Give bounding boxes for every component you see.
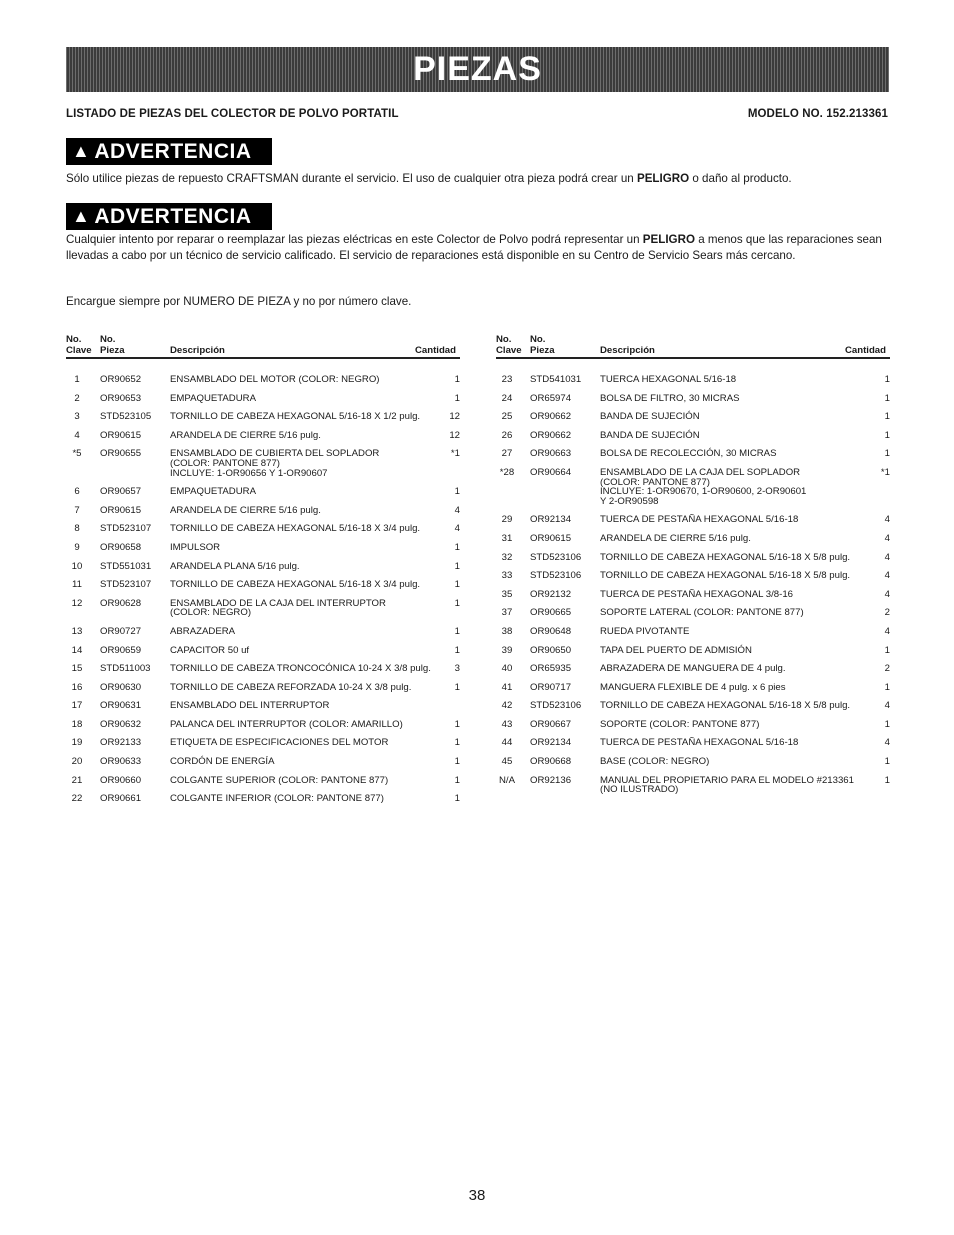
parts-list-title: LISTADO DE PIEZAS DEL COLECTOR DE POLVO PORTATIL	[66, 108, 399, 120]
part-number: STD523106	[530, 700, 582, 712]
description-line: ARANDELA DE CIERRE 5/16 pulg.	[170, 429, 321, 441]
quantity: 1	[884, 392, 890, 404]
table-body	[496, 375, 890, 795]
quantity: 1	[884, 774, 890, 786]
table-row	[66, 487, 460, 497]
description-line: ENSAMBLADO DE CUBIERTA DEL SOPLADOR	[170, 448, 380, 460]
key-number: 25	[501, 411, 513, 423]
warning-text-1	[66, 171, 892, 187]
description-line: BANDA DE SUJECIÓN	[600, 429, 700, 441]
part-number: STD551031	[100, 560, 152, 572]
table-row	[66, 562, 460, 572]
description-line: TORNILLO DE CABEZA HEXAGONAL 5/16-18 X 3/4 pulg.	[170, 579, 421, 591]
key-number: 33	[501, 570, 513, 582]
description	[156, 627, 436, 637]
description-line: IMPULSOR	[170, 541, 221, 553]
description	[586, 431, 876, 441]
table-row	[66, 738, 460, 748]
description	[586, 412, 876, 422]
table-row	[496, 412, 890, 422]
table-row	[66, 776, 460, 786]
key-number: 44	[501, 737, 513, 749]
table-row	[496, 590, 890, 600]
quantity: 4	[454, 523, 460, 535]
description-line: INCLUYE: 1-OR90670, 1-OR90600, 2-OR90601	[600, 486, 807, 498]
key-number: 18	[71, 718, 83, 730]
description-line: (COLOR: PANTONE 877)	[170, 457, 280, 469]
part-number: OR90631	[100, 700, 142, 712]
key-number: 13	[71, 625, 83, 637]
table-row	[66, 664, 460, 674]
description-line: COLGANTE INFERIOR (COLOR: PANTONE 877)	[170, 793, 384, 805]
quantity: 4	[884, 551, 890, 563]
description	[586, 664, 876, 674]
key-number: 39	[501, 644, 513, 656]
table-row	[66, 506, 460, 516]
key-number: 29	[501, 514, 513, 526]
quantity: 2	[884, 607, 890, 619]
description-line: TORNILLO DE CABEZA REFORZADA 10-24 X 3/8 pulg.	[170, 681, 412, 693]
quantity: 12	[449, 411, 460, 423]
description-line: ENSAMBLADO DE LA CAJA DEL SOPLADOR	[600, 466, 801, 478]
description	[156, 776, 436, 786]
description-line: RUEDA PIVOTANTE	[600, 625, 690, 637]
description	[156, 524, 436, 534]
quantity: 1	[884, 644, 890, 656]
part-number: OR90652	[100, 374, 142, 385]
description	[586, 720, 876, 730]
table-row	[496, 608, 890, 618]
key-number: 2	[74, 392, 80, 404]
description-line: SOPORTE LATERAL (COLOR: PANTONE 877)	[600, 607, 804, 619]
part-number: OR90648	[530, 625, 572, 637]
key-number: 15	[71, 663, 83, 675]
warning-text-post: o daño al producto.	[689, 172, 792, 185]
quantity: 1	[884, 374, 890, 385]
table-row	[66, 375, 460, 385]
quantity: 3	[454, 663, 460, 675]
description-line: TAPA DEL PUERTO DE ADMISIÓN	[600, 644, 752, 656]
part-number: OR90665	[530, 607, 572, 619]
quantity: 1	[454, 625, 460, 637]
table-row	[496, 431, 890, 441]
quantity: 4	[884, 570, 890, 582]
key-number: 7	[74, 504, 80, 516]
part-number: OR90661	[100, 793, 142, 805]
table-row	[66, 431, 460, 441]
table-row	[66, 449, 460, 478]
key-number: 12	[71, 597, 83, 609]
description	[156, 562, 436, 572]
table-header	[66, 335, 460, 359]
key-number: 41	[501, 681, 513, 693]
warning-text-post: a menos que las reparaciones sean llevadas a cabo por un técnico de servicio calificado. El servicio de reparaciones está disponible en su Centro de Servicio Sears más cercano.	[66, 233, 882, 262]
key-number: 4	[74, 429, 80, 441]
key-number: 24	[501, 392, 513, 404]
table-row	[496, 571, 890, 581]
warning-label-1	[66, 138, 272, 165]
description-line: ARANDELA DE CIERRE 5/16 pulg.	[170, 504, 321, 516]
key-number: 6	[74, 486, 80, 498]
description	[586, 553, 876, 563]
description-line: BOLSA DE FILTRO, 30 MICRAS	[600, 392, 740, 404]
part-number: OR90662	[530, 429, 572, 441]
key-number: 37	[501, 607, 513, 619]
description-line: BASE (COLOR: NEGRO)	[600, 756, 710, 768]
table-row	[66, 757, 460, 767]
part-number: OR90630	[100, 681, 142, 693]
part-number: OR90615	[530, 532, 572, 544]
description	[156, 738, 436, 748]
description-line: INCLUYE: 1-OR90656 Y 1-OR90607	[170, 467, 328, 479]
quantity: 12	[449, 429, 460, 441]
description-line: ENSAMBLADO DE LA CAJA DEL INTERRUPTOR	[170, 597, 386, 609]
quantity: 1	[454, 486, 460, 498]
part-number: OR90659	[100, 644, 142, 656]
part-number: OR90663	[530, 448, 572, 460]
description	[156, 683, 436, 693]
description-line: CORDÓN DE ENERGÍA	[170, 756, 275, 768]
part-number: OR90660	[100, 774, 142, 786]
description	[156, 506, 436, 516]
key-number: 35	[501, 588, 513, 600]
description	[156, 394, 436, 404]
table-row	[496, 468, 890, 506]
table-row	[496, 627, 890, 637]
key-number: 32	[501, 551, 513, 563]
description	[156, 599, 436, 618]
key-column-header: No. Clave	[66, 334, 92, 356]
key-number: 42	[501, 700, 513, 712]
key-number: 21	[71, 774, 83, 786]
key-number: 9	[74, 541, 80, 553]
quantity: 4	[884, 588, 890, 600]
key-number: 20	[71, 756, 83, 768]
quantity: 4	[884, 700, 890, 712]
danger-word: PELIGRO	[636, 172, 690, 185]
table-row	[496, 553, 890, 563]
description-line: COLGANTE SUPERIOR (COLOR: PANTONE 877)	[170, 774, 389, 786]
part-number: OR90653	[100, 392, 142, 404]
table-row	[66, 646, 460, 656]
part-number: STD523106	[530, 570, 582, 582]
part-number: OR90664	[530, 466, 572, 478]
part-number: OR90657	[100, 486, 142, 498]
description-line: TUERCA DE PESTAÑA HEXAGONAL 5/16-18	[600, 737, 799, 749]
description	[156, 543, 436, 553]
table-row	[66, 412, 460, 422]
order-note: Encargue siempre por NUMERO DE PIEZA y no por número clave.	[66, 295, 412, 308]
description-line: TORNILLO DE CABEZA TRONCOCÓNICA 10-24 X 3/8 pulg.	[170, 663, 431, 675]
table-row	[66, 701, 460, 711]
key-number: 40	[501, 663, 513, 675]
key-number: N/A	[499, 774, 515, 786]
model-number: MODELO NO. 152.213361	[747, 108, 888, 120]
page-banner	[66, 47, 889, 92]
quantity: 4	[884, 737, 890, 749]
part-number: OR90662	[530, 411, 572, 423]
description	[586, 627, 876, 637]
description-line: TORNILLO DE CABEZA HEXAGONAL 5/16-18 X 3/4 pulg.	[170, 523, 421, 535]
warning-label-text: ADVERTENCIA	[94, 204, 252, 228]
quantity: 4	[454, 504, 460, 516]
description-line: EMPAQUETADURA	[170, 486, 256, 498]
quantity: 1	[454, 681, 460, 693]
table-row	[496, 534, 890, 544]
description-line: ABRAZADERA	[170, 625, 236, 637]
part-number: STD523106	[530, 551, 582, 563]
part-number: OR65974	[530, 392, 572, 404]
description-line: ARANDELA DE CIERRE 5/16 pulg.	[600, 532, 751, 544]
warning-text-pre: Cualquier intento por reparar o reemplazar las piezas eléctricas en este Colector de Polvo podrá representar un	[66, 233, 643, 246]
description-line: BOLSA DE RECOLECCIÓN, 30 MICRAS	[600, 448, 777, 460]
description-line: TUERCA DE PESTAÑA HEXAGONAL 5/16-18	[600, 514, 799, 526]
warning-triangle-icon: ▲	[72, 141, 91, 161]
parts-table-left	[66, 335, 460, 813]
part-number: OR90668	[530, 756, 572, 768]
table-row	[496, 664, 890, 674]
part-number: OR92133	[100, 737, 142, 749]
part-number: OR65935	[530, 663, 572, 675]
table-header	[496, 335, 890, 359]
part-number: OR90658	[100, 541, 142, 553]
part-number: STD523107	[100, 523, 152, 535]
key-number: 45	[501, 756, 513, 768]
description-line: ARANDELA PLANA 5/16 pulg.	[170, 560, 300, 572]
description-line: TORNILLO DE CABEZA HEXAGONAL 5/16-18 X 1/2 pulg.	[170, 411, 421, 423]
page-number: 38	[468, 1187, 486, 1204]
description	[156, 412, 436, 422]
key-number: 38	[501, 625, 513, 637]
quantity: *1	[450, 448, 460, 460]
description	[156, 720, 436, 730]
warning-text-pre: Sólo utilice piezas de repuesto CRAFTSMAN durante el servicio. El uso de cualquier otra pieza podrá crear un	[66, 172, 637, 185]
table-row	[66, 720, 460, 730]
quantity: 1	[454, 718, 460, 730]
key-number: 1	[74, 374, 80, 385]
qty-column-header: Cantidad	[414, 345, 456, 356]
description	[586, 375, 876, 385]
description-line: TORNILLO DE CABEZA HEXAGONAL 5/16-18 X 5/8 pulg.	[600, 551, 851, 563]
key-number: 14	[71, 644, 83, 656]
part-number: OR90717	[530, 681, 572, 693]
table-row	[66, 599, 460, 618]
description-line: PALANCA DEL INTERRUPTOR (COLOR: AMARILLO)	[170, 718, 403, 730]
quantity: 1	[454, 756, 460, 768]
description-line: Y 2-OR90598	[600, 495, 659, 507]
quantity: 2	[884, 663, 890, 675]
description-line: TUERCA HEXAGONAL 5/16-18	[600, 374, 737, 385]
quantity: 1	[454, 793, 460, 805]
quantity: 1	[884, 756, 890, 768]
key-number: *5	[72, 448, 82, 460]
quantity: 1	[454, 560, 460, 572]
part-number: STD541031	[530, 374, 582, 385]
description-line: (NO ILUSTRADO)	[600, 784, 679, 796]
part-column-header: No. Pieza	[100, 334, 125, 356]
desc-column-header: Descripción	[600, 345, 655, 356]
quantity: 4	[884, 625, 890, 637]
part-number: OR90650	[530, 644, 572, 656]
table-row	[496, 449, 890, 459]
table-row	[66, 580, 460, 590]
description-line: TUERCA DE PESTAÑA HEXAGONAL 3/8-16	[600, 588, 794, 600]
warning-text-2	[66, 232, 892, 264]
part-number: OR92136	[530, 774, 572, 786]
key-number: 16	[71, 681, 83, 693]
description	[156, 664, 436, 674]
key-number: 3	[74, 411, 80, 423]
quantity: *1	[880, 466, 890, 478]
description-line: TORNILLO DE CABEZA HEXAGONAL 5/16-18 X 5/8 pulg.	[600, 700, 851, 712]
table-row	[496, 776, 890, 795]
table-row	[496, 683, 890, 693]
description-line: BANDA DE SUJECIÓN	[600, 411, 700, 423]
table-row	[496, 738, 890, 748]
description	[156, 431, 436, 441]
description	[156, 449, 436, 478]
table-row	[66, 524, 460, 534]
quantity: 4	[884, 532, 890, 544]
key-number: 10	[71, 560, 83, 572]
table-row	[496, 515, 890, 525]
part-number: STD523107	[100, 579, 152, 591]
desc-column-header: Descripción	[170, 345, 225, 356]
key-number: 26	[501, 429, 513, 441]
part-number: OR90655	[100, 448, 142, 460]
quantity: 1	[454, 541, 460, 553]
description-line: (COLOR: NEGRO)	[170, 607, 252, 619]
description	[586, 683, 876, 693]
quantity: 1	[884, 448, 890, 460]
table-row	[66, 627, 460, 637]
key-number: 17	[71, 700, 83, 712]
table-row	[496, 701, 890, 711]
quantity: 1	[884, 429, 890, 441]
description-line: MANGUERA FLEXIBLE DE 4 pulg. x 6 pies	[600, 681, 786, 693]
key-number: *28	[499, 466, 515, 478]
description	[586, 776, 876, 795]
part-number: STD523105	[100, 411, 152, 423]
description-line: ENSAMBLADO DEL MOTOR (COLOR: NEGRO)	[170, 374, 380, 385]
quantity: 1	[454, 597, 460, 609]
banner-title: PIEZAS	[413, 50, 542, 88]
parts-table-right	[496, 335, 890, 804]
table-row	[496, 394, 890, 404]
quantity: 1	[454, 774, 460, 786]
quantity: 1	[884, 411, 890, 423]
quantity: 1	[454, 374, 460, 385]
description	[156, 646, 436, 656]
table-row	[496, 720, 890, 730]
description	[156, 757, 436, 767]
description	[586, 757, 876, 767]
quantity: 1	[454, 737, 460, 749]
quantity: 1	[884, 681, 890, 693]
key-number: 27	[501, 448, 513, 460]
quantity: 1	[884, 718, 890, 730]
description	[156, 701, 436, 711]
key-number: 31	[501, 532, 513, 544]
description-line: SOPORTE (COLOR: PANTONE 877)	[600, 718, 760, 730]
description	[156, 580, 436, 590]
part-number: OR90633	[100, 756, 142, 768]
warning-label-2	[66, 203, 272, 230]
part-number: OR90727	[100, 625, 142, 637]
part-number: STD511003	[100, 663, 151, 675]
description-line: ETIQUETA DE ESPECIFICACIONES DEL MOTOR	[170, 737, 389, 749]
description-line: ENSAMBLADO DEL INTERRUPTOR	[170, 700, 330, 712]
description	[586, 571, 876, 581]
description	[586, 738, 876, 748]
table-row	[496, 646, 890, 656]
danger-word: PELIGRO	[642, 233, 695, 246]
key-number: 8	[74, 523, 80, 535]
quantity: 4	[884, 514, 890, 526]
description-line: EMPAQUETADURA	[170, 392, 256, 404]
table-row	[496, 375, 890, 385]
description	[156, 794, 436, 804]
table-row	[66, 543, 460, 553]
part-number: OR92132	[530, 588, 572, 600]
part-column-header: No. Pieza	[530, 334, 555, 356]
table-body	[66, 375, 460, 804]
table-row	[66, 794, 460, 804]
key-number: 22	[71, 793, 83, 805]
description	[586, 646, 876, 656]
table-row	[66, 394, 460, 404]
description	[586, 515, 876, 525]
part-number: OR90628	[100, 597, 142, 609]
table-row	[496, 757, 890, 767]
description	[586, 590, 876, 600]
description-line: ABRAZADERA DE MANGUERA DE 4 pulg.	[600, 663, 786, 675]
quantity: 1	[454, 644, 460, 656]
description	[156, 487, 436, 497]
part-number: OR90615	[100, 504, 142, 516]
key-number: 43	[501, 718, 513, 730]
key-number: 23	[501, 374, 513, 385]
key-column-header: No. Clave	[496, 334, 522, 356]
part-number: OR92134	[530, 737, 572, 749]
description	[156, 375, 436, 385]
warning-label-text: ADVERTENCIA	[94, 139, 252, 163]
description	[586, 394, 876, 404]
description-line: CAPACITOR 50 uf	[170, 644, 250, 656]
quantity: 1	[454, 579, 460, 591]
part-number: OR90615	[100, 429, 142, 441]
description	[586, 468, 876, 506]
description-line: (COLOR: PANTONE 877)	[600, 476, 710, 488]
qty-column-header: Cantidad	[844, 345, 886, 356]
description-line: TORNILLO DE CABEZA HEXAGONAL 5/16-18 X 5/8 pulg.	[600, 570, 851, 582]
part-number: OR90667	[530, 718, 572, 730]
description	[586, 608, 876, 618]
table-row	[66, 683, 460, 693]
key-number: 11	[72, 579, 82, 591]
part-number: OR92134	[530, 514, 572, 526]
part-number: OR90632	[100, 718, 142, 730]
description	[586, 449, 876, 459]
quantity: 1	[454, 392, 460, 404]
warning-triangle-icon: ▲	[72, 206, 91, 226]
description	[586, 701, 876, 711]
description	[586, 534, 876, 544]
key-number: 19	[71, 737, 83, 749]
description-line: MANUAL DEL PROPIETARIO PARA EL MODELO #213361	[600, 774, 854, 786]
